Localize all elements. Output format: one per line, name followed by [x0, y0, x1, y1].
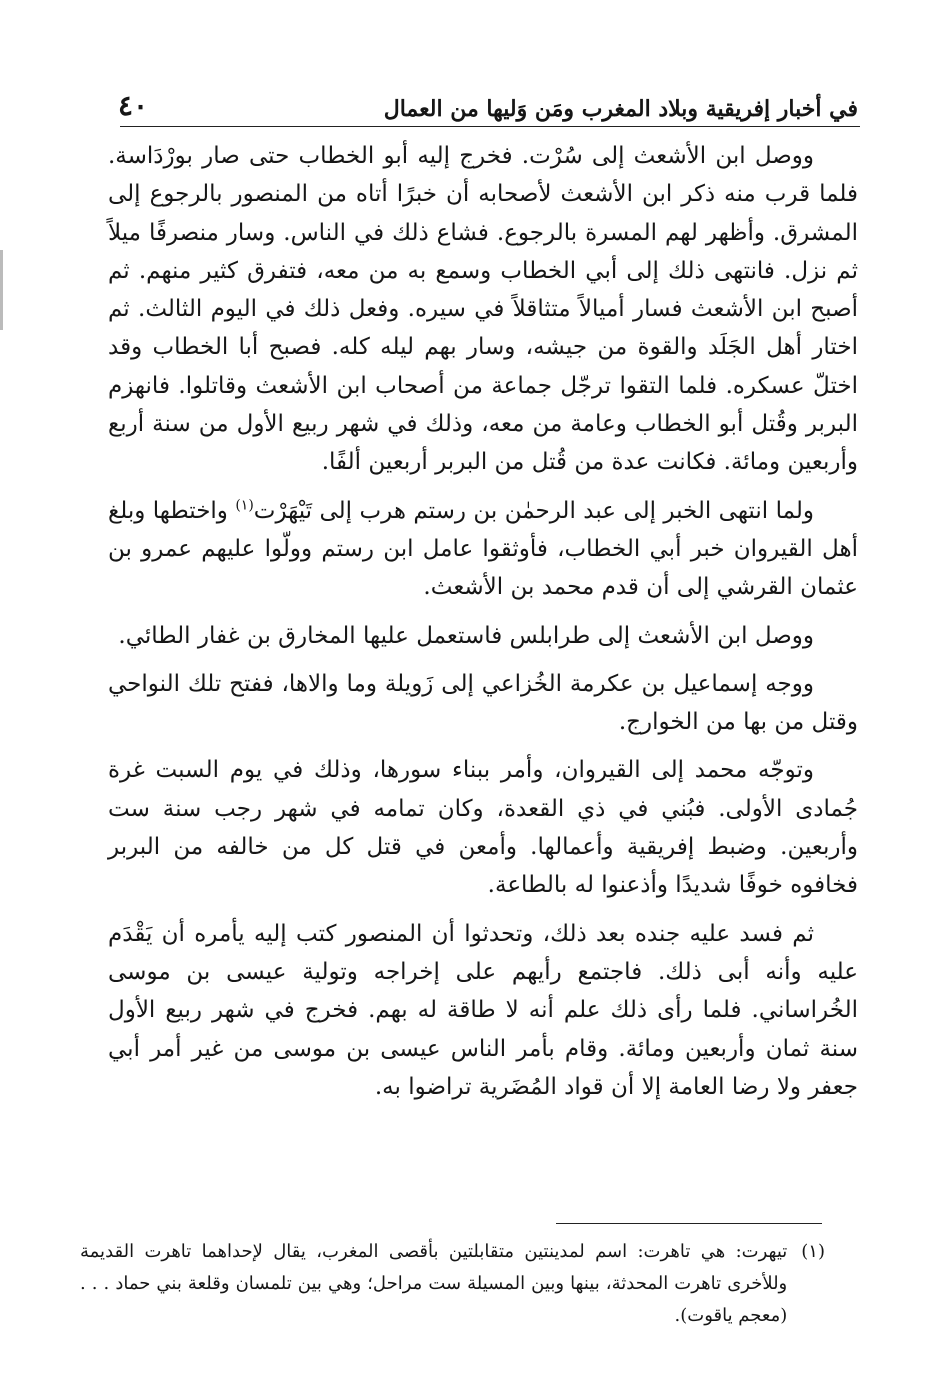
- footnote-number: (١): [801, 1241, 825, 1262]
- paragraph: ووجه إسماعيل بن عكرمة الخُزاعي إلى زَويلة وما والاها، ففتح تلك النواحي وقتل من بها من الخوارج.: [108, 670, 858, 736]
- paragraph: ووصل ابن الأشعث إلى سُرْت. فخرج إليه أبو الخطاب حتى صار بورْدَاسة. فلما قرب منه ذكر ابن الأشعث لأصحابه أن خبرًا أتاه من المنصور بالرجوع إلى المشرق. وأظهر لهم المسرة بالرجوع. فشاع ذلك في الناس. وسار منصرفًا ميلاً ثم نزل. فانتهى ذلك إلى أبي الخطاب وسمع به من معه، فتفرق كثير منهم. ثم أصبح ابن الأشعث فسار أميالاً متثاقلاً في سيره. وفعل ذلك في اليوم الثالث. ثم اختار أهل الجَلَد والقوة من جيشه، وسار بهم ليله كله. فصبح أبا الخطاب وقد اختلّ عسكره. فلما التقوا ترجّل جماعة من أصحاب ابن الأشعث وقاتلوا. فانهزم البربر وقُتل أبو الخطاب وعامة من معه، وذلك في شهر ربيع الأول من سنة أربع وأربعين ومائة. فكانت عدة من قُتل من البربر أربعين ألفًا.: [108, 143, 858, 476]
- page-number: ٤٠: [118, 89, 149, 122]
- paragraph: ووصل ابن الأشعث إلى طرابلس فاستعمل عليها المخارق بن غفار الطائي.: [118, 622, 814, 649]
- page-edge-shadow: [0, 250, 3, 330]
- running-title: في أخبار إفريقية وبلاد المغرب ومَن وَليها من العمال: [383, 96, 858, 122]
- paragraph-text: ولما انتهى الخبر إلى عبد الرحمٰن بن رستم هرب إلى تَيْهَرْت: [253, 497, 814, 524]
- footnote-rule: [556, 1223, 822, 1224]
- main-text: [108, 137, 858, 1116]
- paragraph: وتوجّه محمد إلى القيروان، وأمر ببناء سورها، وذلك في يوم السبت غرة جُمادى الأولى. فبُني في ذي القعدة، وكان تمامه في شهر رجب سنة ست وأربعين. وضبط إفريقية وأعمالها. وأمعن في قتل كل من خالفه من البربر فخافوه خوفًا شديدًا وأذعنوا له بالطاعة.: [108, 757, 858, 899]
- footnote-text: تيهرت: هي تاهرت: اسم لمدينتين متقابلتين بأقصى المغرب، يقال لإحداهما تاهرت القديمة وللأخرى تاهرت المحدثة، بينها وبين المسيلة ست مراحل؛ وهي بين تلمسان وقلعة بني حماد . . . (معجم ياقوت).: [80, 1241, 788, 1326]
- page-header: [118, 80, 858, 120]
- footnote-reference: (١): [235, 497, 254, 514]
- header-rule: [120, 126, 860, 127]
- paragraph: ثم فسد عليه جنده بعد ذلك، وتحدثوا أن المنصور كتب إليه يأمره أن يَقْدَم عليه وأنه أبى ذلك. فاجتمع رأيهم على إخراجه وتولية عيسى بن موسى الخُراساني. فلما رأى ذلك علم أنه لا طاقة له بهم. فخرج في شهر ربيع الأول سنة ثمان وأربعين ومائة. وقام بأمر الناس عيسى بن موسى من غير أمر أبي جعفر ولا رضا العامة إلا أن قواد المُضَرية تراضوا به.: [108, 920, 858, 1100]
- paragraph-text: واختطها وبلغ أهل القيروان خبر أبي الخطاب، فأوثقوا عامل ابن رستم وولّوا عليهم عمرو بن عثمان القرشي إلى أن قدم محمد بن الأشعث.: [108, 497, 858, 601]
- footnote: [80, 1236, 825, 1332]
- paragraph: [108, 492, 858, 607]
